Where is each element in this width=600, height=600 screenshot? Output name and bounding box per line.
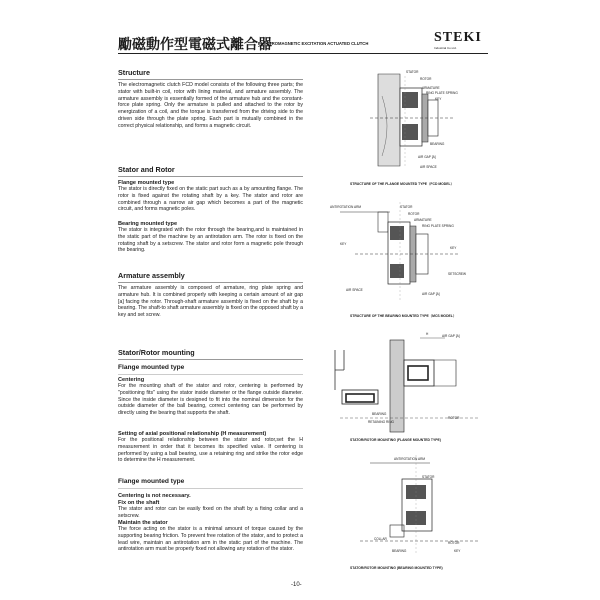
label-stator: STATOR xyxy=(406,70,419,74)
subheading-not-necessary: Centering is not necessary. xyxy=(118,493,191,499)
header-subtitle: ELECTROMAGNETIC EXCITATION ACTUATED CLUTCH xyxy=(258,41,369,46)
subheading-axial: Setting of axial positional relationship (H measurement) xyxy=(118,431,267,437)
logo-text: STEKI xyxy=(434,30,482,45)
label-key: KEY xyxy=(454,549,461,553)
label-stator: STATOR xyxy=(400,205,413,209)
heading-structure: Structure xyxy=(118,68,150,77)
label-air-gap: AIR GAP [A] xyxy=(422,292,440,296)
label-h: H xyxy=(426,332,429,336)
label-armature: ARMATURE xyxy=(414,218,432,222)
heading-stator-rotor: Stator and Rotor xyxy=(118,165,175,174)
figure-caption-3: STATOR/ROTOR MOUNTING (FLANGE MOUNTED TYPE) xyxy=(350,438,441,442)
label-antirotation-arm: ANTIROTATION ARM xyxy=(394,457,426,461)
brand-logo xyxy=(434,30,488,52)
label-key: KEY xyxy=(340,242,347,246)
subheading-flange: Flange mounted type xyxy=(118,180,175,186)
subheading-centering: Centering xyxy=(118,377,145,383)
figure-caption-2: STRUCTURE OF THE BEARING MOUNTED TYPE（MCS MODEL） xyxy=(350,314,457,318)
label-rotor: ROTOR xyxy=(408,212,420,216)
divider xyxy=(118,282,303,283)
flange-body: The stator is directly fixed on the static part such as a by amounting flange. The rotor is fixed against the rotating shaft by a key. The stator and rotor are combined through a narrow air gap which becomes a part of the magnetic circuit, and forms magnetic poles. xyxy=(118,186,303,213)
bearing-body: The stator is integrated with the rotor through the bearing,and is maintained in the static part of the machine by an antirotation arm. The rotor is fixed on the rotating shaft by a setscrew. The stator and rotor form a magnetic pole through the bearing. xyxy=(118,227,303,254)
label-antirotation-arm: ANTIROTATION ARM xyxy=(330,205,362,209)
label-air-space: AIR SPACE xyxy=(420,165,437,169)
figure-caption-1: STRUCTURE OF THE FLANGE MOUNTED TYPE（FCD MODEL） xyxy=(350,182,454,186)
divider xyxy=(118,488,303,489)
label-setscrew: SETSCREW xyxy=(448,272,467,276)
label-bearing: BEARING xyxy=(430,142,445,146)
label-collar: COLLAR xyxy=(374,537,387,541)
logo-subtext: Industrial Co.Ltd. xyxy=(434,46,457,50)
divider xyxy=(118,176,303,177)
label-rotor: ROTOR xyxy=(448,541,460,545)
figure-bearing-structure xyxy=(330,200,490,310)
divider xyxy=(118,374,303,375)
bearing-mounting-drawing xyxy=(350,455,490,565)
centering-body: For the mounting shaft of the stator and rotor, centering is performed by "positioning fits" using the stator inside diameter or the flange outside diameter. Since the inside diameter is designed to fit into the nominal dimension for the outside diameter of the ball bearing, correct centering can be performed by directly using the bearing that supports the shaft. xyxy=(118,383,303,417)
axial-body: For the positional relationship between the stator and rotor,set the H measurement in order that it becomes its specified value. If centering is performed by using a ball bearing, use a retaining ring and strike the rotor edge to determine the H measurement. xyxy=(118,437,303,464)
subheading-flange-mounted: Flange mounted type xyxy=(118,364,185,371)
label-key: KEY xyxy=(435,97,442,101)
label-rotor: ROTOR xyxy=(448,416,460,420)
label-ring-plate-spring: RING PLATE SPRING xyxy=(426,91,458,95)
subheading-flange-mounted-2: Flange mounted type xyxy=(118,478,185,485)
label-rotor: ROTOR xyxy=(420,77,432,81)
label-armature: ARMATURE xyxy=(422,86,440,90)
label-air-gap: AIR GAP [A] xyxy=(418,155,436,159)
heading-mounting: Stator/Rotor mounting xyxy=(118,348,195,357)
figure-bearing-mounting xyxy=(350,455,490,565)
structure-body: The electromagnetic clutch FCD model consists of the following three parts; the stator with built-in coil, rotor with lining material, and armature assembly. The armature assembly is essentially formed of the armature hub and the constant-force plate spring. Only the armature is pulled and attached to the rotor by energization of a coil, and the torque is transferred from the driving side to the driven side through the plate spring. Each part is mutually combined in the correct physical relationship, and forms a magnetic circuit. xyxy=(118,82,303,129)
header-rule xyxy=(118,53,488,54)
figure-caption-4: STATOR/ROTOR MOUNTING (BEARING MOUNTED TYPE) xyxy=(350,566,443,570)
bearing-structure-drawing xyxy=(330,200,490,310)
label-stator: STATOR xyxy=(422,475,435,479)
subheading-maintain: Maintain the stator xyxy=(118,520,168,526)
flange-mounting-drawing xyxy=(330,330,490,436)
label-ring-plate-spring: RING PLATE SPRING xyxy=(422,224,454,228)
fix-body: The stator and rotor can be easily fixed on the shaft by a fixing collar and a setscrew. xyxy=(118,506,303,519)
subheading-bearing: Bearing mounted type xyxy=(118,221,178,227)
subheading-fix: Fix on the shaft xyxy=(118,500,160,506)
maintain-body: The force acting on the stator is a minimal amount of torque caused by the supporting bearing friction. To prevent free rotation of the stator, and to protect a lead wire, maintain an antirotation arm in the static part of the machine. The antirotation arm must be properly fixed not allowing any rotation of the stator. xyxy=(118,526,303,553)
label-bearing: BEARING xyxy=(392,549,407,553)
armature-body: The armature assembly is composed of armature, ring plate spring and armature hub. It is combined properly with keeping a certain amount of air gap [a] facing the rotor. Through-shaft armature assembly is fixed on the shaft by a bearing. The shaft-to shaft armature assembly is fixed on the opposed shaft by a key and set screw. xyxy=(118,285,303,319)
label-key-2: KEY xyxy=(450,246,457,250)
label-bearing: BEARING xyxy=(372,412,387,416)
divider xyxy=(118,79,303,80)
label-air-gap: AIR GAP [A] xyxy=(442,334,460,338)
divider xyxy=(118,359,303,360)
heading-armature: Armature assembly xyxy=(118,271,185,280)
figure-flange-mounting xyxy=(330,330,490,436)
label-retaining-ring: RETAINING RING xyxy=(368,420,394,424)
figure-flange-structure xyxy=(360,66,490,186)
label-air-space: AIR SPACE xyxy=(346,288,363,292)
header-title: 勵磁動作型電磁式離合器 xyxy=(118,37,272,53)
page-number: -10- xyxy=(291,582,302,588)
